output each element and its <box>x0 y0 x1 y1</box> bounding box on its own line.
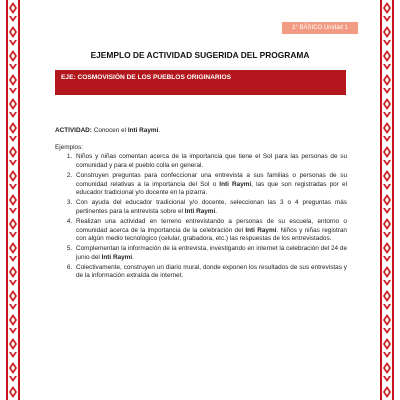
eje-banner <box>55 70 346 95</box>
example-item <box>74 153 347 170</box>
page-title: EJEMPLO DE ACTIVIDAD SUGERIDA DEL PROGRAMA <box>90 50 310 60</box>
example-item-bold: Inti Raymi <box>219 180 252 188</box>
eje-label: EJE: COSMOVISIÓN DE LOS PUEBLOS ORIGINARIOS <box>61 74 231 81</box>
example-item-text: Colectivamente, construyen un diario mural, donde exponen los resultados de sus entrevistas y de la información extraída de internet. <box>76 263 347 280</box>
example-item-text: , las que son registradas por el educador tradicional y/o docente en la pizarra. <box>76 180 347 197</box>
example-item <box>74 199 347 216</box>
examples-list <box>55 153 347 281</box>
left-decorative-border <box>6 0 20 400</box>
examples-label: Ejemplos: <box>55 143 84 151</box>
example-item <box>74 172 347 198</box>
example-item-text: Construyen preguntas para confeccionar una entrevista a sus familias o personas de su comunidad relativas a la importancia del Sol o <box>76 172 347 188</box>
example-item-text: . <box>132 253 134 261</box>
example-item-bold: Inti Raymi <box>245 226 277 234</box>
example-item-text: . <box>215 208 218 215</box>
example-item-bold: Inti Raymi <box>101 253 133 261</box>
activity-label: ACTIVIDAD: <box>55 127 92 134</box>
activity-bold: Inti Raymi <box>127 127 159 134</box>
example-item-text: Complementan la información de la entrevista, investigando en internet la celebración del 24 de junio del <box>76 245 347 261</box>
example-item-text: . Niños y niñas registran con algún medio tecnológico (celular, grabadora, etc.) las respuestas de los entrevistados. <box>76 226 347 243</box>
right-decorative-border <box>380 0 394 400</box>
activity-content <box>55 127 347 282</box>
example-item-text: Con ayuda del educador tradicional y/o docente, seleccionan las 3 o 4 preguntas más pertinentes para la entrevista sobre el <box>76 199 347 215</box>
example-item-bold: Inti Raymi <box>184 208 216 215</box>
grade-unit-badge: 1° BÁSICO Unidad 1 <box>282 22 358 34</box>
example-item <box>74 218 347 244</box>
activity-line <box>55 127 347 136</box>
example-item <box>74 264 347 281</box>
example-item-text: Realizan una actividad en terreno entrevistando a personas de su escuela, entorno o comunidad acerca de la importancia de la celebración del <box>76 217 347 234</box>
example-item <box>74 245 347 262</box>
example-item-text: Niños y niñas comentan acerca de la importancia que tiene el Sol para las personas de su comunidad y para el pueblo colla en general. <box>76 153 347 170</box>
activity-text-after: . <box>158 127 161 134</box>
activity-text-before: Conocen el <box>91 127 128 134</box>
